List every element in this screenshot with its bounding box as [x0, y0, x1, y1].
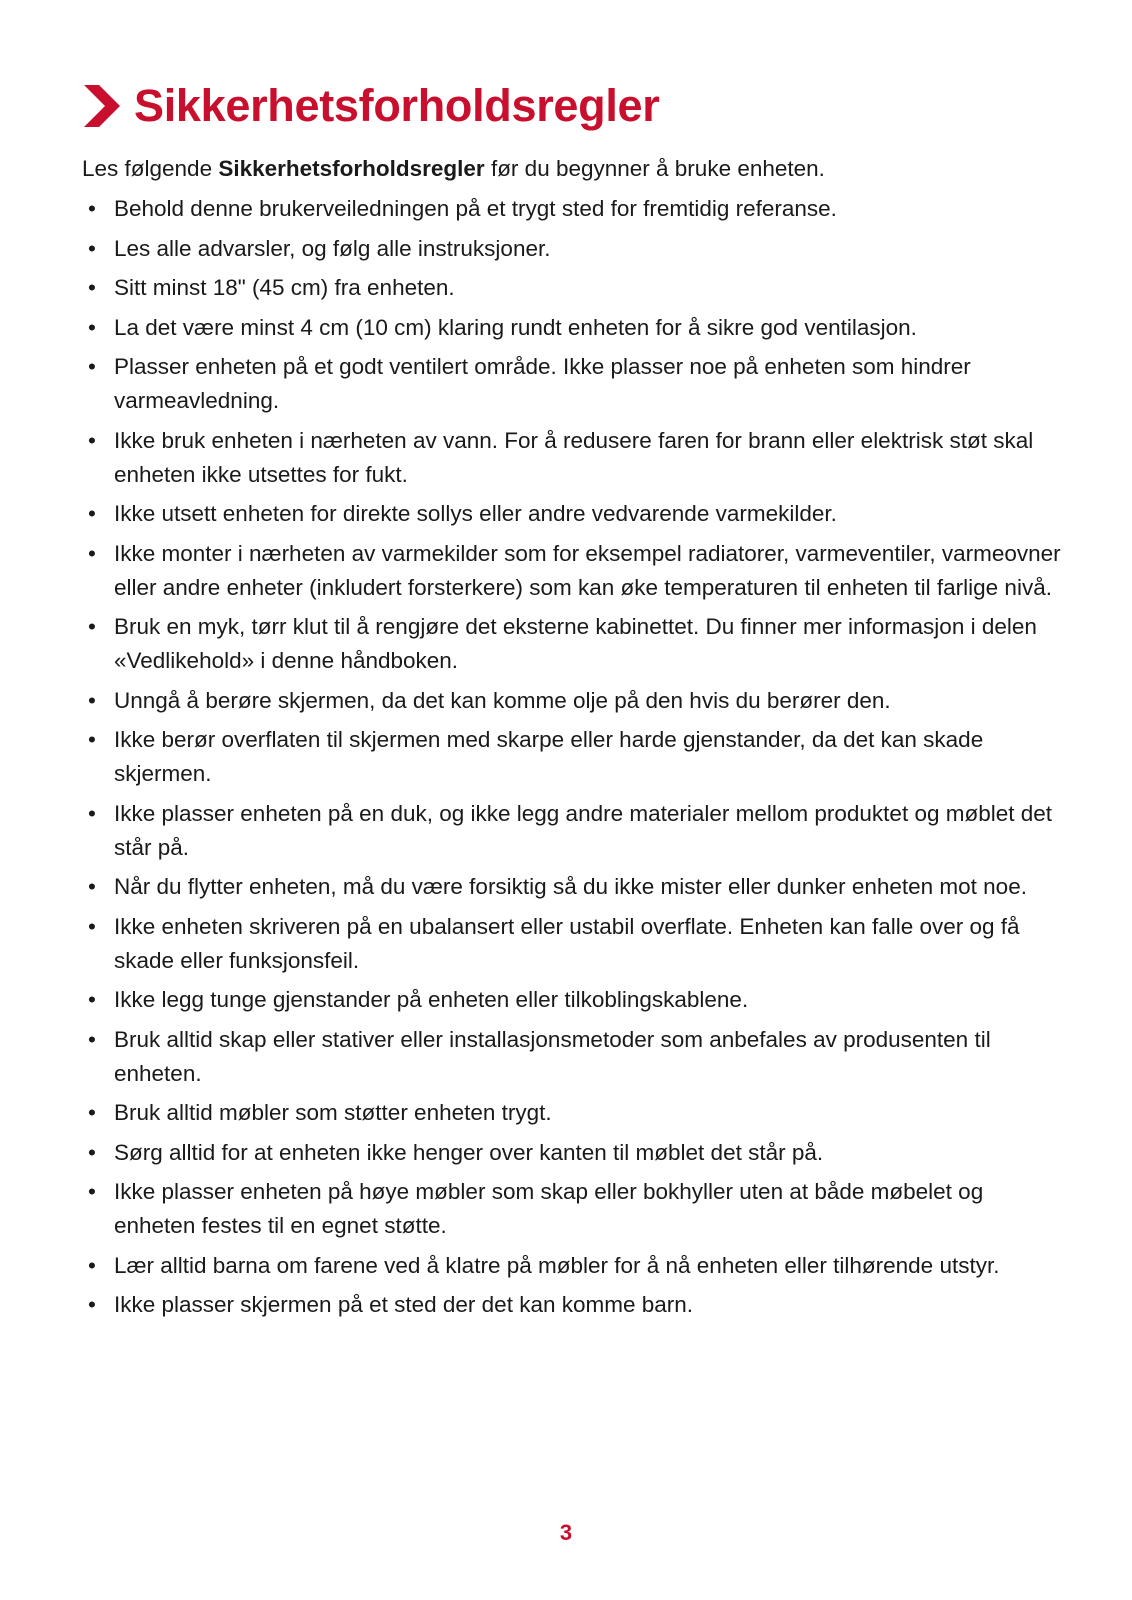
list-item: • Når du flytter enheten, må du være forsiktig så du ikke mister eller dunker enheten mot noe.	[82, 870, 1062, 904]
list-item: • Les alle advarsler, og følg alle instruksjoner.	[82, 232, 1062, 266]
intro-text-after: før du begynner å bruke enheten.	[484, 156, 825, 181]
list-item: • Unngå å berøre skjermen, da det kan komme olje på den hvis du berører den.	[82, 684, 1062, 718]
list-item: • Ikke plasser skjermen på et sted der det kan komme barn.	[82, 1288, 1062, 1322]
intro-text-bold: Sikkerhetsforholdsregler	[218, 156, 485, 181]
page-number: 3	[559, 1520, 573, 1545]
page-content	[82, 78, 1062, 1328]
list-item: • Ikke utsett enheten for direkte sollys eller andre vedvarende varmekilder.	[82, 497, 1062, 531]
list-item: • La det være minst 4 cm (10 cm) klaring rundt enheten for å sikre god ventilasjon.	[82, 311, 1062, 345]
list-item: • Ikke enheten skriveren på en ubalansert eller ustabil overflate. Enheten kan falle over og få skade eller funksjonsfeil.	[82, 910, 1062, 978]
list-item: • Sørg alltid for at enheten ikke henger over kanten til møblet det står på.	[82, 1136, 1062, 1170]
intro-paragraph	[82, 152, 1062, 186]
section-header	[82, 78, 1062, 134]
list-item: • Lær alltid barna om farene ved å klatre på møbler for å nå enheten eller tilhørende utstyr.	[82, 1249, 1062, 1283]
list-item: • Ikke berør overflaten til skjermen med skarpe eller harde gjenstander, da det kan skade skjermen.	[82, 723, 1062, 791]
list-item: • Behold denne brukerveiledningen på et trygt sted for fremtidig referanse.	[82, 192, 1062, 226]
page-title: Sikkerhetsforholdsregler	[134, 80, 660, 131]
list-item: • Ikke monter i nærheten av varmekilder som for eksempel radiatorer, varmeventiler, varmeovner eller andre enheter (inkludert forsterkere) som kan øke temperaturen til enheten til farlige nivå.	[82, 537, 1062, 605]
precautions-list	[82, 192, 1062, 1322]
chevron-right-icon	[82, 83, 122, 129]
list-item: • Ikke bruk enheten i nærheten av vann. For å redusere faren for brann eller elektrisk støt skal enheten ikke utsettes for fukt.	[82, 424, 1062, 492]
list-item: • Plasser enheten på et godt ventilert område. Ikke plasser noe på enheten som hindrer varmeavledning.	[82, 350, 1062, 418]
list-item: • Ikke legg tunge gjenstander på enheten eller tilkoblingskablene.	[82, 983, 1062, 1017]
list-item: • Sitt minst 18" (45 cm) fra enheten.	[82, 271, 1062, 305]
list-item: • Bruk alltid skap eller stativer eller installasjonsmetoder som anbefales av produsenten til enheten.	[82, 1023, 1062, 1091]
intro-text-before: Les følgende	[82, 156, 219, 181]
list-item: • Ikke plasser enheten på en duk, og ikke legg andre materialer mellom produktet og møblet det står på.	[82, 797, 1062, 865]
list-item: • Ikke plasser enheten på høye møbler som skap eller bokhyller uten at både møbelet og enheten festes til en egnet støtte.	[82, 1175, 1062, 1243]
list-item: • Bruk en myk, tørr klut til å rengjøre det eksterne kabinettet. Du finner mer informasjon i delen «Vedlikehold» i denne håndboken.	[82, 610, 1062, 678]
list-item: • Bruk alltid møbler som støtter enheten trygt.	[82, 1096, 1062, 1130]
